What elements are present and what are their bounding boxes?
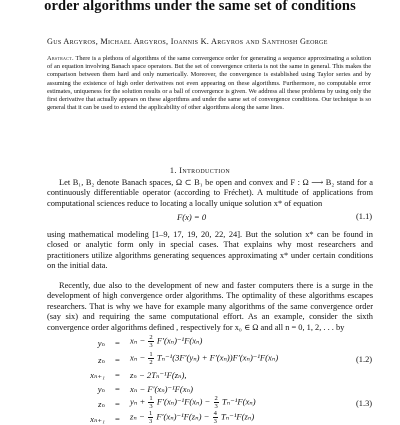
paragraph-1: Let B₁, B₂ denote Banach spaces, Ω ⊂ B₁ be open and convex and F : Ω ⟶ B₂ stand for a continuously differentiable operator (according to Fréchet). A multitude of applications from computational sciences reduce to locating a locally unique solution x* of equation xyxy=(47,178,373,208)
equation-1-1: F(x) = 0 xyxy=(177,212,207,222)
eq-sign: = xyxy=(115,338,120,348)
equation-number: (1.3) xyxy=(356,399,373,408)
eq-lhs: zₙ xyxy=(98,355,105,365)
eq-sign: = xyxy=(115,399,120,409)
eq-sign: = xyxy=(115,370,120,380)
eq-rhs: yₙ + $\frac{1}{3}$ F′(xₙ)⁻¹F(xₙ) − $\frac{2}{3}$ Tₙ⁻¹F(xₙ) xyxy=(130,395,256,410)
fraction: $\frac{1}{2}$ xyxy=(149,351,153,366)
fraction: $\frac{1}{3}$ xyxy=(148,410,153,425)
fraction: $\frac{1}{3}$ xyxy=(149,395,153,410)
section-heading: 1. Introduction xyxy=(169,166,231,175)
paper-title: order algorithms under the same set of conditions xyxy=(44,0,356,14)
fraction: $\frac{4}{3}$ xyxy=(213,410,217,425)
eq-sign: = xyxy=(115,414,120,424)
eq-rhs: zₙ − $\frac{1}{3}$ F′(xₙ)⁻¹F(zₙ) − $\frac{4}{3}$ Tₙ⁻¹F(zₙ) xyxy=(130,410,255,425)
equation-number: (1.1) xyxy=(356,212,373,221)
abstract-text: There is a plethora of algorithms of the same convergence order for generating a sequence approximating a solution of an equation involving Banach space operators. But the set of convergence criteria is not the same in general. This makes the comparison between them hard and only numerically. Moreover, the convergence is established using Taylor series and by assuming the existence of high order derivatives not even appearing on these algorithms. Furthermore, no computable error estimates, uniqueness for the solution results or a ball of convergence is given. We address all these problems by using only the first derivative that actually appears on these algorithms and under the same set of convergence conditions. Our technique is so general that it can be used to extend the applicability of other algorithms along the same lines. xyxy=(47,55,371,112)
eq-lhs: yₙ xyxy=(97,338,105,348)
equation-number: (1.2) xyxy=(356,355,373,364)
eq-rhs: xₙ − $\frac{2}{3}$ F′(xₙ)⁻¹F(xₙ) xyxy=(130,334,203,349)
fraction: $\frac{2}{3}$ xyxy=(149,334,153,349)
eq-sign: = xyxy=(115,384,120,394)
eq-rhs: xₙ − $\frac{1}{2}$ Tₙ⁻¹(3F′(yₙ) + F′(xₙ))F′(xₙ)⁻¹F(xₙ) xyxy=(130,351,279,366)
eq-lhs: zₙ xyxy=(98,399,105,409)
eq-lhs: xₙ₊₁ xyxy=(90,414,105,424)
eq-rhs: zₙ − 2Tₙ⁻¹F(zₙ), xyxy=(130,370,187,380)
eq-sign: = xyxy=(115,355,120,365)
fraction: $\frac{2}{3}$ xyxy=(214,395,218,410)
eq-lhs: yₙ xyxy=(97,384,105,394)
abstract xyxy=(47,55,371,112)
paragraph-3: Recently, due also to the development of new and faster computers there is a surge in the development of high convergence order algorithms. The optimality of these algorithms escapes researchers. That is why we have for example many algorithms of the same convergence order (say six) and requiring the same computational effort. As an example, consider the sixth convergence order algorithms defined , respectively for x₀ ∈ Ω and all n = 0, 1, 2, . . . by xyxy=(47,281,373,332)
author-list: Gus Argyros, Michael Argyros, Ioannis K. Argyros and Santhosh George xyxy=(47,37,328,46)
eq-lhs: xₙ₊₁ xyxy=(90,370,105,380)
abstract-label: Abstract. xyxy=(47,55,74,62)
paragraph-2: using mathematical modeling [1–9, 17, 19, 20, 22, 24]. But the solution x* can be found in closed or analytic form only in special cases. That explains why most researchers and practitioners utilize algorithms generating sequences approximating x* under certain conditions on the initial data. xyxy=(47,230,373,271)
eq-rhs: xₙ − F′(xₙ)⁻¹F(xₙ) xyxy=(130,384,193,394)
